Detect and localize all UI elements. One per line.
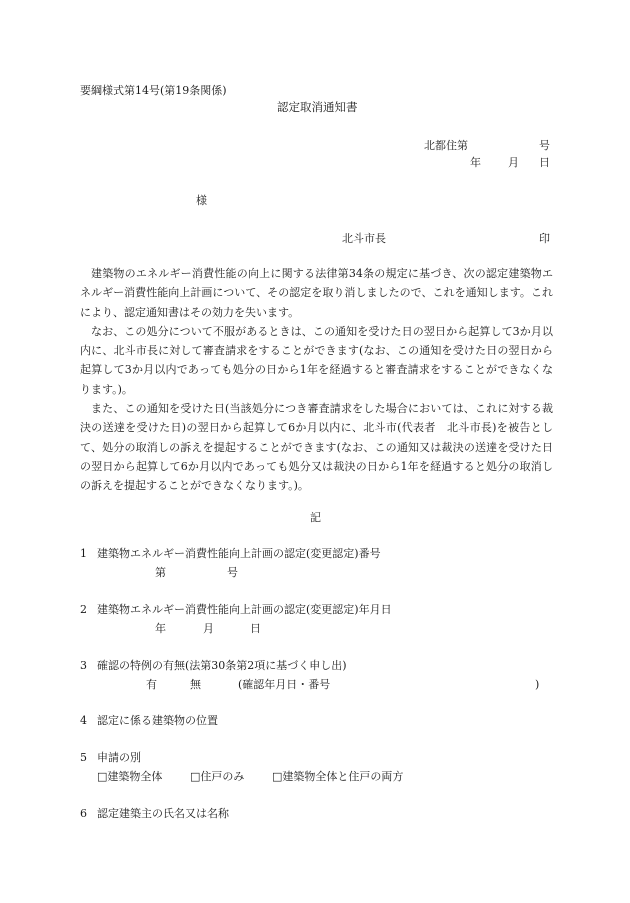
option-building-and-dwelling[interactable]: □建築物全体と住戸の両方: [272, 770, 404, 783]
notice-body: [80, 264, 553, 496]
paragraph-appeal: なお、この処分について不服があるときは、この通知を受けた日の翌日から起算して3か月以内に、北斗市長に対して審査請求をすることができます(なお、この通知を受けた日の翌日から起算して3か月以内であっても処分の日から1年を経過すると審査請求をすることができなくなります。)。: [80, 324, 553, 396]
item-4-number: 4: [80, 714, 87, 727]
recipient-honorific: 様: [196, 194, 207, 207]
item-5-label: 申請の別: [97, 751, 141, 764]
item-1-go: 号: [227, 566, 238, 579]
item-4-label: 認定に係る建築物の位置: [97, 714, 218, 727]
form-label: 要綱様式第14号(第19条関係): [80, 84, 227, 97]
date-day: 日: [539, 156, 550, 169]
item-1-dai: 第: [155, 566, 166, 579]
date-year: 年: [470, 156, 481, 169]
item-3-label: 確認の特例の有無(法第30条第2項に基づく申し出): [97, 659, 347, 672]
item-3-yes: 有: [146, 678, 157, 691]
item-3-close-paren: ): [535, 678, 540, 691]
item-1-number: 1: [80, 547, 87, 560]
item-6-label: 認定建築主の氏名又は名称: [97, 807, 229, 820]
item-2-day: 日: [250, 622, 261, 635]
item-3-confirmation-date-number: (確認年月日・番号: [238, 678, 331, 691]
option-dwelling-only[interactable]: □住戸のみ: [190, 770, 245, 783]
item-3-no: 無: [190, 678, 201, 691]
item-6-number: 6: [80, 807, 87, 820]
item-2-month: 月: [203, 622, 214, 635]
item-1-label: 建築物エネルギー消費性能向上計画の認定(変更認定)番号: [97, 547, 381, 560]
item-2-year: 年: [155, 622, 166, 635]
document-title: 認定取消通知書: [277, 100, 358, 114]
doc-number-prefix: 北都住第: [424, 139, 468, 152]
doc-number-suffix: 号: [539, 139, 550, 152]
issuer-name: 北斗市長: [342, 232, 386, 245]
item-5-number: 5: [80, 751, 87, 764]
paragraph-revocation: 建築物のエネルギー消費性能の向上に関する法律第34条の規定に基づき、次の認定建築物エネルギー消費性能向上計画について、その認定を取り消しましたので、これを通知します。これにより、認定通知書はその効力を失います。: [80, 267, 553, 319]
date-month: 月: [508, 156, 519, 169]
paragraph-lawsuit: また、この通知を受けた日(当該処分につき審査請求をした場合においては、これに対する裁決の送達を受けた日)の翌日から起算して6か月以内に、北斗市(代表者 北斗市長)を被告として、処分の取消しの訴えを提起することができます(なお、この通知又は裁決の送達を受けた日の翌日から起算して6か月以内であっても処分又は裁決の日から1年を経過すると処分の取消しの訴えを提起することができなくなります。)。: [80, 402, 553, 493]
option-whole-building[interactable]: □建築物全体: [97, 770, 163, 783]
ki-heading: 記: [310, 511, 321, 524]
item-2-label: 建築物エネルギー消費性能向上計画の認定(変更認定)年月日: [97, 603, 392, 616]
item-2-number: 2: [80, 603, 87, 616]
item-3-number: 3: [80, 659, 87, 672]
seal-mark: 印: [539, 232, 550, 245]
